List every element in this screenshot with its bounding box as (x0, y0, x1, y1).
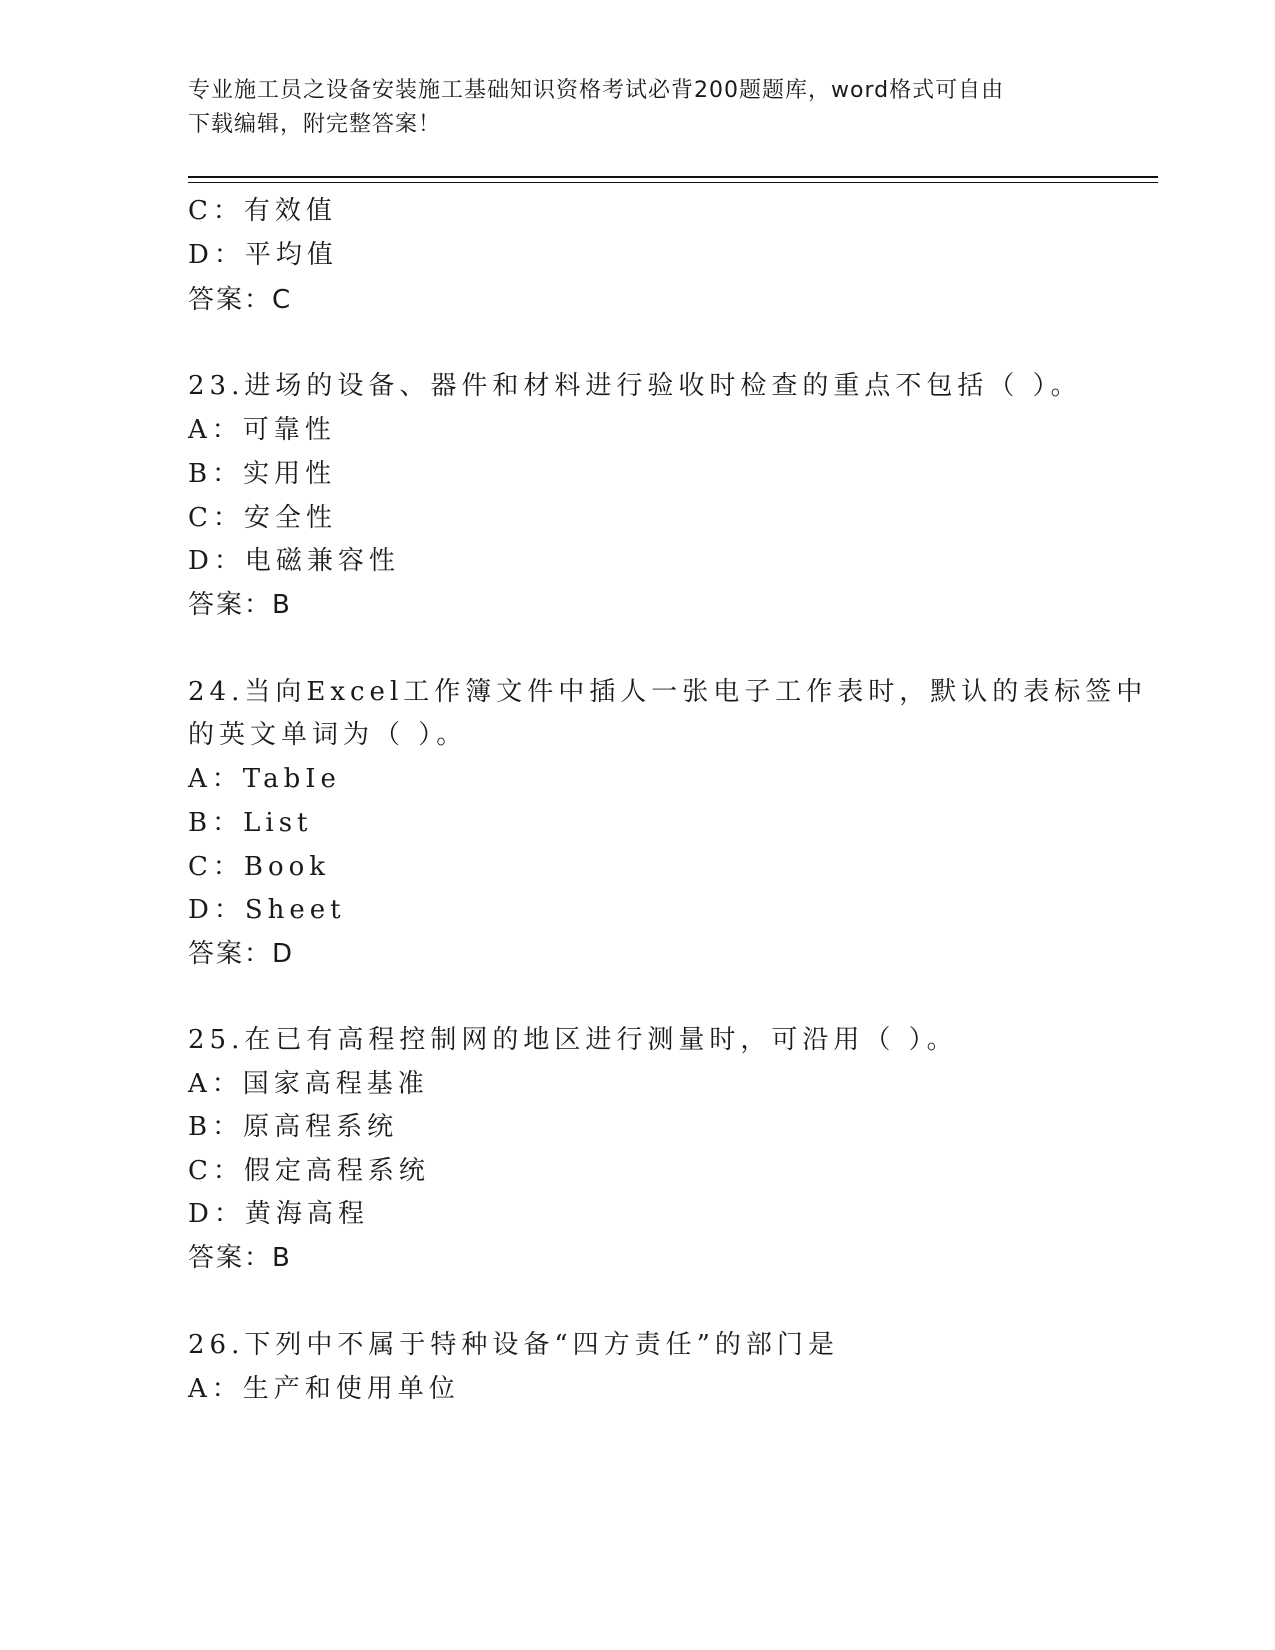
option-c: C：有效值 (188, 196, 337, 226)
option-a: A：可靠性 (188, 415, 336, 445)
header-divider-thin (188, 182, 1158, 183)
option-a: A：国家高程基准 (188, 1069, 429, 1099)
answer-line: 答案：B (188, 1243, 292, 1273)
header-line-2: 下载编辑，附完整答案！ (188, 112, 442, 137)
question-stem-continued: 的英文单词为（ ）。 (188, 720, 468, 750)
option-c: C：Book (188, 852, 331, 882)
option-d: D：平均值 (188, 240, 338, 270)
option-d: D：黄海高程 (188, 1199, 369, 1229)
question-stem: 26.下列中不属于特种设备“四方责任”的部门是 (188, 1330, 839, 1360)
answer-line: 答案：B (188, 590, 292, 620)
option-d: D：电磁兼容性 (188, 546, 400, 576)
option-d: D：Sheet (188, 895, 346, 925)
option-a: A：TabIe (188, 764, 341, 794)
answer-line: 答案：C (188, 285, 293, 315)
question-stem: 23.进场的设备、器件和材料进行验收时检查的重点不包括（ ）。 (188, 371, 1082, 401)
option-c: C：安全性 (188, 503, 337, 533)
answer-line: 答案：D (188, 939, 295, 969)
option-b: B：List (188, 808, 313, 838)
header-divider-thick (188, 176, 1158, 178)
option-b: B：实用性 (188, 459, 337, 489)
option-b: B：原高程系统 (188, 1112, 399, 1142)
question-stem: 25.在已有高程控制网的地区进行测量时，可沿用（ ）。 (188, 1025, 958, 1055)
header-line-1: 专业施工员之设备安装施工基础知识资格考试必背200题题库，word格式可自由 (188, 78, 1005, 103)
option-a: A：生产和使用单位 (188, 1374, 460, 1404)
question-stem: 24.当向Excel工作簿文件中插人一张电子工作表时，默认的表标签中 (188, 677, 1148, 707)
option-c: C：假定高程系统 (188, 1156, 430, 1186)
document-header (188, 74, 1088, 142)
